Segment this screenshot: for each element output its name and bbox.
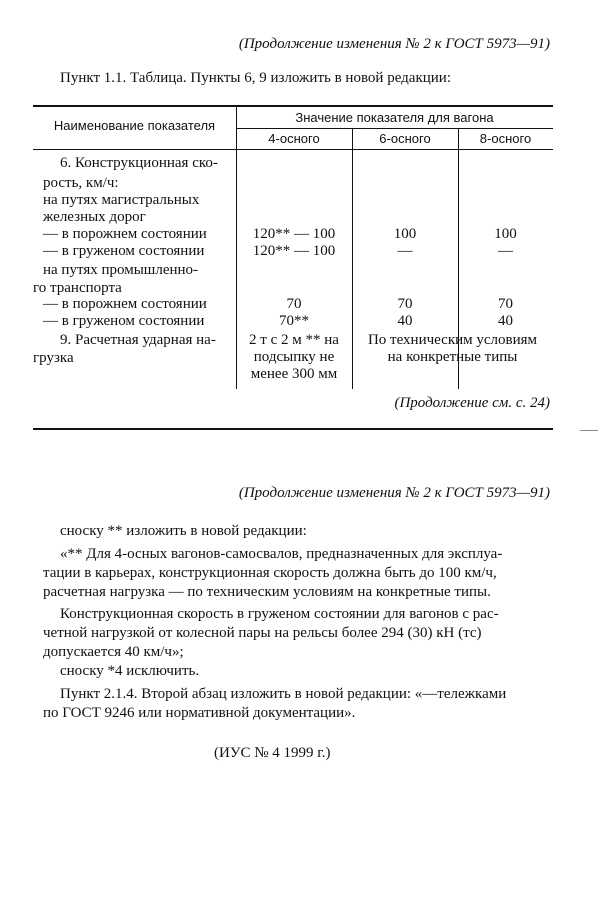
row-name-line: — в груженом состоянии [43, 313, 205, 329]
value-cell: — [498, 243, 513, 259]
row-name-line: рость, км/ч: [43, 175, 119, 191]
page-separator [33, 428, 553, 430]
paragraph-line: по ГОСТ 9246 или нормативной документации». [43, 705, 356, 721]
value-cell: — [397, 243, 413, 259]
value-cell: 120** — 100 [252, 243, 336, 259]
row-name-line: грузка [33, 350, 74, 366]
row-name-line: 9. Расчетная ударная на- [60, 332, 216, 348]
table-header-bottom-border [33, 149, 553, 150]
row-name-line: на путях промышленно- [43, 262, 199, 278]
impact-load-other: По техническим условиям [367, 332, 538, 348]
row-name-line: на путях магистральных [43, 192, 200, 208]
continuation-header: (Продолжение изменения № 2 к ГОСТ 5973—91) [238, 36, 550, 52]
row-name-line: го транспорта [33, 280, 122, 296]
value-cell: 100 [393, 226, 417, 242]
intro-text: Пункт 1.1. Таблица. Пункты 6, 9 изложить в новой редакции: [60, 70, 451, 86]
table-header-name: Наименование показателя [53, 118, 216, 133]
paragraph-line: «** Для 4-осных вагонов-самосвалов, предназначенных для эксплуа- [60, 546, 503, 562]
row-name-line: — в груженом состоянии [43, 243, 205, 259]
value-cell: 40 [397, 313, 413, 329]
value-cell: 70** [279, 313, 309, 329]
value-cell: 120** — 100 [252, 226, 336, 242]
impact-load-4axle: менее 300 мм [250, 366, 338, 382]
paragraph-line: Пункт 2.1.4. Второй абзац изложить в новой редакции: «—тележками [60, 686, 507, 702]
row-name-line: — в порожнем состоянии [43, 296, 207, 312]
paragraph-line: тации в карьерах, конструкционная скорость должна быть до 100 км/ч, [43, 565, 497, 581]
row-name-line: — в порожнем состоянии [43, 226, 207, 242]
continuation-header: (Продолжение изменения № 2 к ГОСТ 5973—91) [238, 485, 550, 501]
paragraph-line: сноску ** изложить в новой редакции: [60, 523, 307, 539]
value-cell: 70 [286, 296, 302, 312]
source-reference: (ИУС № 4 1999 г.) [214, 745, 331, 761]
table-header-group: Значение показателя для вагона [295, 110, 494, 125]
table-subheader-4axle: 4-осного [268, 131, 320, 146]
paragraph-line: сноску *4 исключить. [60, 663, 200, 679]
paragraph-line: Конструкционная скорость в груженом состоянии для вагонов с рас- [60, 606, 499, 622]
table-subheader-6axle: 6-осного [379, 131, 431, 146]
impact-load-4axle: подсыпку не [253, 349, 335, 365]
table-subheader-8axle: 8-осного [479, 131, 532, 146]
value-cell: 100 [494, 226, 517, 242]
paragraph-line: четной нагрузкой от колесной пары на рельсы более 294 (30) кН (тс) [43, 625, 482, 641]
margin-mark [580, 430, 598, 431]
impact-load-4axle: 2 т с 2 м ** на [249, 332, 339, 348]
table-top-border [33, 105, 553, 107]
table-subheader-divider [236, 128, 553, 129]
row-name-line: 6. Конструкционная ско- [60, 155, 218, 171]
value-cell: 40 [498, 313, 513, 329]
value-cell: 70 [498, 296, 513, 312]
value-cell: 70 [397, 296, 413, 312]
impact-load-other: на конкретные типы [387, 349, 518, 365]
continuation-footer: (Продолжение см. с. 24) [394, 395, 550, 411]
paragraph-line: расчетная нагрузка — по техническим условиям на конкретные типы. [43, 584, 491, 600]
row-name-line: железных дорог [43, 209, 146, 225]
paragraph-line: допускается 40 км/ч»; [43, 644, 184, 660]
